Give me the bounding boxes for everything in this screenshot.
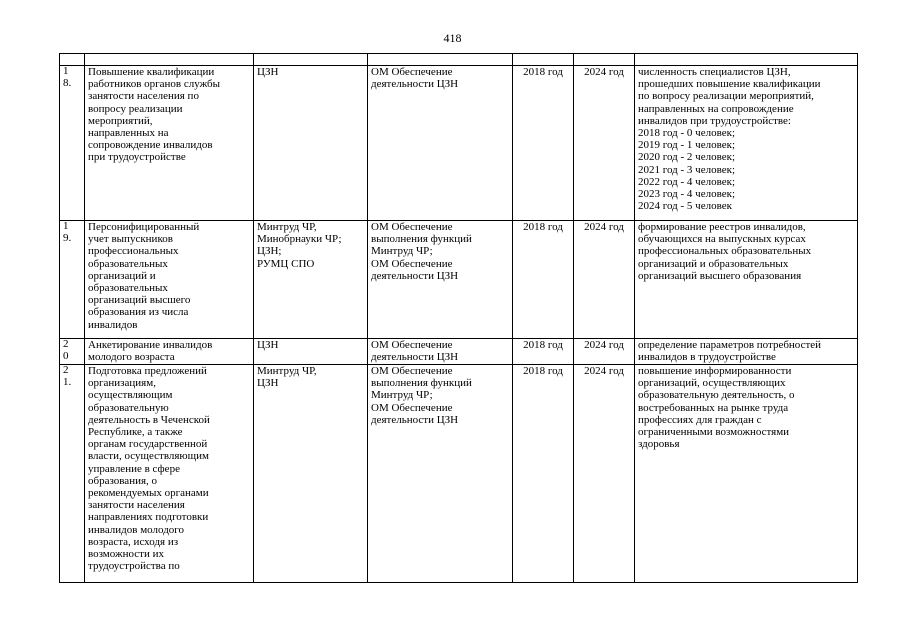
header-cell xyxy=(368,54,513,66)
funding-cell: ОМ Обеспечение выполнения функций Минтруд ЧР; ОМ Обеспечение деятельности ЦЗН xyxy=(368,221,513,339)
header-cell xyxy=(513,54,574,66)
activity-cell: Подготовка предложений организациям, осуществляющим образовательную деятельность в Чеченской Республике, а также органам государственной власти, осуществляющим управление в сфере образования, о рекомендуемых органами занятости населения направлениях подготовки инвалидов молодого возраста, исходя из возможности их трудоустройства по xyxy=(85,365,254,583)
header-cell xyxy=(635,54,858,66)
table-row xyxy=(60,365,858,583)
header-cell xyxy=(85,54,254,66)
executor-cell: Минтруд ЧР, Минобрнауки ЧР; ЦЗН; РУМЦ СПО xyxy=(254,221,368,339)
page-number: 418 xyxy=(443,31,462,45)
header-cell xyxy=(574,54,635,66)
executor-cell: ЦЗН xyxy=(254,66,368,221)
table-header-row xyxy=(60,54,858,66)
funding-cell: ОМ Обеспечение выполнения функций Минтруд ЧР; ОМ Обеспечение деятельности ЦЗН xyxy=(368,365,513,583)
start-year-cell: 2018 год xyxy=(513,339,574,365)
table-row xyxy=(60,339,858,365)
start-year-cell: 2018 год xyxy=(513,66,574,221)
executor-cell: ЦЗН xyxy=(254,339,368,365)
activity-cell: Персонифицированный учет выпускников профессиональных образовательных организаций и образовательных организаций высшего образования из числа инвалидов xyxy=(85,221,254,339)
result-cell: формирование реестров инвалидов, обучающихся на выпускных курсах профессиональных образовательных организаций и образовательных организаций высшего образования xyxy=(635,221,858,339)
funding-cell: ОМ Обеспечение деятельности ЦЗН xyxy=(368,66,513,221)
result-cell: определение параметров потребностей инвалидов в трудоустройстве xyxy=(635,339,858,365)
row-number: 1 8. xyxy=(60,66,85,221)
activity-cell: Повышение квалификации работников органов службы занятости населения по вопросу реализации мероприятий, направленных на сопровождение инвалидов при трудоустройстве xyxy=(85,66,254,221)
end-year-cell: 2024 год xyxy=(574,339,635,365)
row-number: 2 1. xyxy=(60,365,85,583)
start-year-cell: 2018 год xyxy=(513,221,574,339)
row-number: 2 0 xyxy=(60,339,85,365)
result-cell: численность специалистов ЦЗН, прошедших повышение квалификации по вопросу реализации мероприятий, направленных на сопровождение инвалидов при трудоустройстве: 2018 год - 0 человек; 2019 год - 1 человек; 2020 год - 2 человек; 2021 год - 3 человек; 2022 год - 4 человек; 2023 год - 4 человек; 2024 год - 5 человек xyxy=(635,66,858,221)
measures-table xyxy=(59,53,858,583)
row-number: 1 9. xyxy=(60,221,85,339)
end-year-cell: 2024 год xyxy=(574,221,635,339)
end-year-cell: 2024 год xyxy=(574,365,635,583)
table-row xyxy=(60,66,858,221)
header-cell xyxy=(60,54,85,66)
header-cell xyxy=(254,54,368,66)
activity-cell: Анкетирование инвалидов молодого возраста xyxy=(85,339,254,365)
table-row xyxy=(60,221,858,339)
start-year-cell: 2018 год xyxy=(513,365,574,583)
executor-cell: Минтруд ЧР, ЦЗН xyxy=(254,365,368,583)
result-cell: повышение информированности организаций, осуществляющих образовательную деятельность, о востребованных на рынке труда профессиях для граждан с ограниченными возможностями здоровья xyxy=(635,365,858,583)
end-year-cell: 2024 год xyxy=(574,66,635,221)
funding-cell: ОМ Обеспечение деятельности ЦЗН xyxy=(368,339,513,365)
